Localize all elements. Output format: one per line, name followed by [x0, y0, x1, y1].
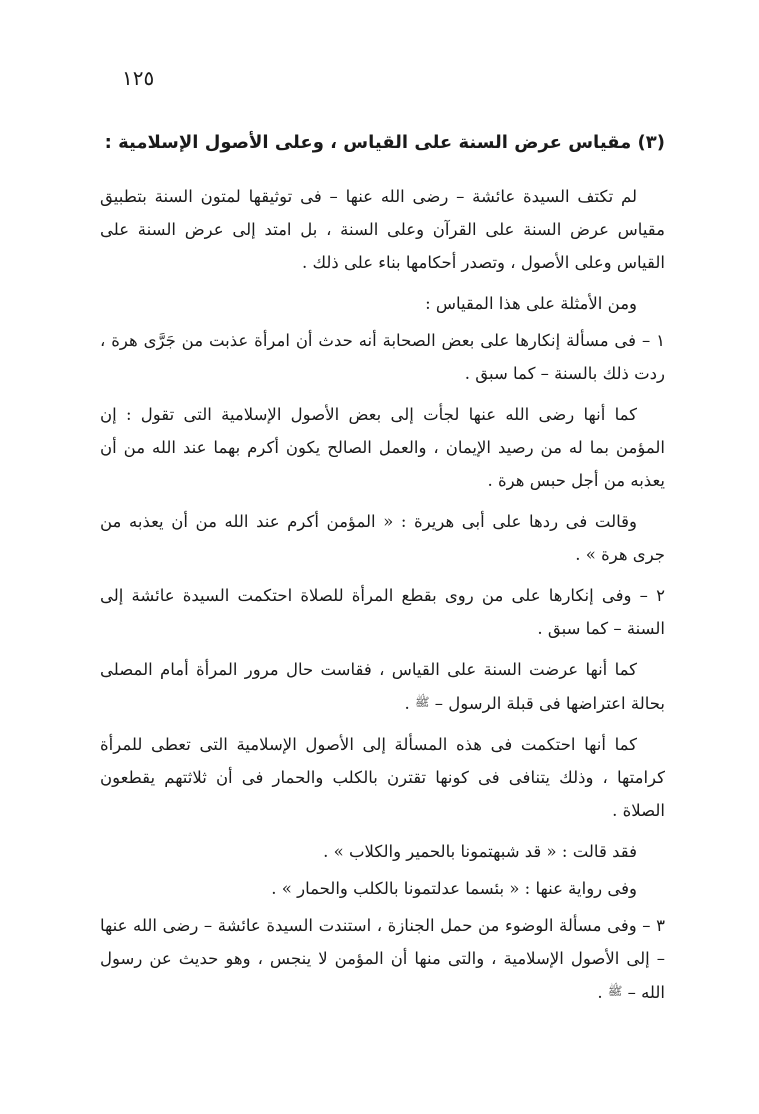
paragraph-text: ٣ – وفى مسألة الوضوء من حمل الجنازة ، استندت السيدة عائشة – رضى الله عنها – إلى الأصول الإسلامية ، والتى منها أن المؤمن لا ينجس ، وهو حديث عن رسول الله –	[100, 916, 665, 1002]
paragraph: كما أنها احتكمت فى هذه المسألة إلى الأصول الإسلامية التى تعطى للمرأة كرامتها ، وذلك يتنافى فى كونها تقترن بالكلب والحمار فى أن ثلاثتهم يقطعون الصلاة .	[100, 735, 665, 820]
page-number: ١٢٥	[122, 66, 155, 90]
paragraph: وفى رواية عنها : « بئسما عدلتمونا بالكلب والحمار » .	[271, 879, 637, 898]
paragraph: لم تكتف السيدة عائشة – رضى الله عنها – فى توثيقها لمتون السنة بتطبيق مقياس عرض السنة على القرآن وعلى السنة ، بل امتد إلى عرض السنة على القياس وعلى الأصول ، وتصدر أحكامها بناء على ذلك .	[100, 187, 665, 272]
section-heading: (٣) مقياس عرض السنة على القياس ، وعلى الأصول الإسلامية :	[104, 132, 665, 153]
honorific-glyph: ﷺ	[415, 695, 430, 709]
page-body	[100, 128, 665, 1017]
honorific-glyph: ﷺ	[607, 984, 623, 998]
full-stop: .	[597, 983, 608, 1002]
paragraph-numbered: ٢ – وفى إنكارها على من روى بقطع المرأة للصلاة احتكمت السيدة عائشة إلى السنة – كما سبق .	[100, 586, 665, 638]
paragraph: ومن الأمثلة على هذا المقياس :	[425, 294, 637, 313]
paragraph-numbered	[100, 909, 665, 1009]
paragraph-text: كما أنها عرضت السنة على القياس ، فقاست حال مرور المرأة أمام المصلى بحالة اعتراضها فى قبلة الرسول –	[100, 660, 665, 713]
paragraph	[100, 653, 665, 720]
paragraph: فقد قالت : « قد شبهتمونا بالحمير والكلاب » .	[323, 842, 637, 861]
paragraph-numbered: ١ – فى مسألة إنكارها على بعض الصحابة أنه حدث أن امرأة عذبت من جَرَّى هرة ، ردت ذلك بالسنة – كما سبق .	[100, 331, 665, 383]
paragraph: وقالت فى ردها على أبى هريرة : « المؤمن أكرم عند الله من أن يعذبه من جرى هرة » .	[100, 512, 665, 564]
full-stop: .	[404, 694, 416, 713]
paragraph: كما أنها رضى الله عنها لجأت إلى بعض الأصول الإسلامية التى تقول : إن المؤمن بما له من رصيد الإيمان ، والعمل الصالح يكون أكرم بهما عند الله من أن يعذبه من أجل حبس هرة .	[100, 405, 665, 490]
